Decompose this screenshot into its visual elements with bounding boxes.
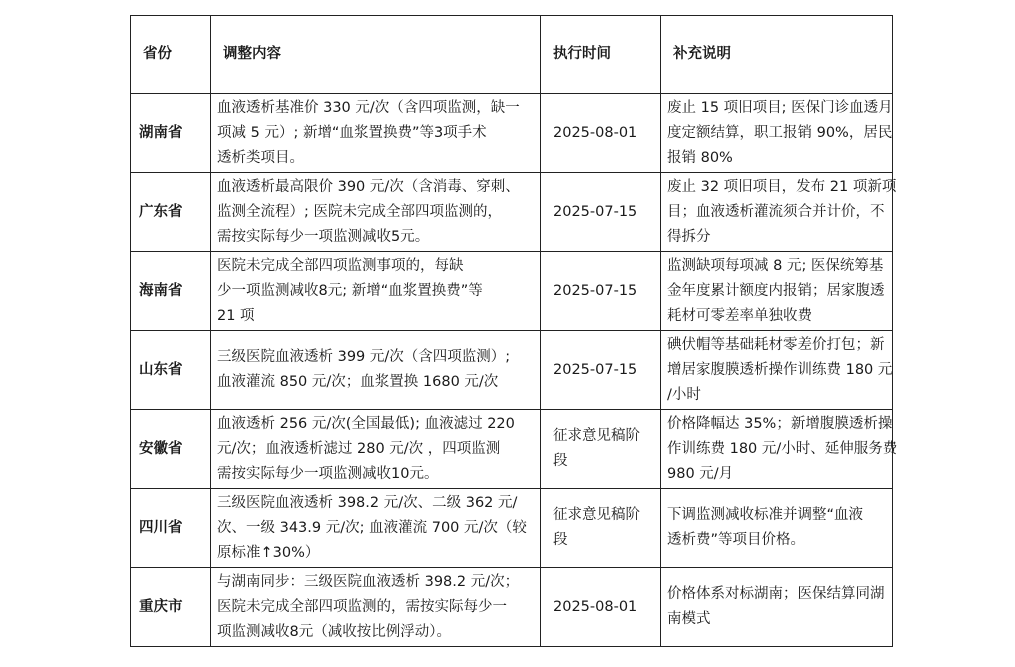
date-cell: 2025-07-15 [541,173,661,252]
notes-cell [661,489,893,568]
notes-cell [661,568,893,647]
header-row [131,16,893,94]
content-cell-line: 血液透析 256 元/次(全国最低); 血液滤过 220 [217,415,515,432]
notes-cell-line: 透析费”等项目价格。 [667,532,806,548]
province-cell: 海南省 [131,252,211,331]
notes-cell [661,173,897,252]
notes-cell-line: /小时 [667,386,701,403]
table-row [131,173,893,252]
content-cell-line: 三级医院血液透析 399 元/次（含四项监测）; [217,349,511,365]
date-cell: 2025-07-15 [541,252,661,331]
notes-cell [661,94,893,173]
notes-cell-line: 监测缺项每项减 8 元; 医保统筹基 [667,257,884,274]
notes-cell-line: 价格降幅达 35%；新增腹膜透析操 [667,415,893,432]
header-content: 调整内容 [211,16,541,94]
content-cell-line: 需按实际每少一项监测减收5元。 [217,228,430,245]
table-row [131,568,893,647]
notes-cell-line: 耗材可零差率单独收费 [667,307,812,324]
notes-cell-line: 目；血液透析灌流须合并计价，不 [667,203,885,220]
date-cell: 2025-08-01 [541,94,661,173]
notes-cell-line: 南模式 [667,611,711,627]
date-cell: 2025-07-15 [541,331,661,410]
content-cell-line: 血液透析基准价 330 元/次（含四项监测，缺一 [217,99,520,116]
table-row [131,331,893,410]
content-cell [211,331,541,410]
content-cell [211,410,541,489]
notes-cell-line: 度定额结算，职工报销 90%，居民 [667,124,893,141]
notes-cell [661,331,893,410]
content-cell-line: 透析类项目。 [217,149,304,166]
notes-cell [661,252,893,331]
notes-cell-line: 增居家腹膜透析操作训练费 180 元 [667,361,893,378]
notes-cell-line: 废止 15 项旧项目; 医保门诊血透月 [667,99,893,116]
content-cell [211,489,541,568]
header-notes: 补充说明 [661,16,893,94]
notes-cell-line: 报销 80% [667,149,733,166]
content-cell-line: 血液透析最高限价 390 元/次（含消毒、穿刺、 [217,178,520,195]
notes-cell-line: 下调监测减收标准并调整“血液 [667,507,864,523]
province-cell: 广东省 [131,173,211,252]
content-cell-line: 与湖南同步：三级医院血液透析 398.2 元/次； [217,573,520,590]
notes-cell-line: 废止 32 项旧项目，发布 21 项新项 [667,178,897,195]
province-cell: 安徽省 [131,410,211,489]
content-cell-line: 原标准↑30%） [217,544,320,561]
content-cell-line: 医院未完成全部四项监测事项的，每缺 [217,257,464,274]
content-cell-line: 元/次；血液透析滤过 280 元/次 ，四项监测 [217,440,501,457]
province-cell: 四川省 [131,489,211,568]
content-cell-line: 三级医院血液透析 398.2 元/次、二级 362 元/ [217,494,518,511]
content-cell [211,94,541,173]
date-cell: 2025-08-01 [541,568,661,647]
content-cell-line: 21 项 [217,307,255,324]
date-cell: 征求意见稿阶段 [541,489,661,568]
header-date: 执行时间 [541,16,661,94]
content-cell-line: 监测全流程）; 医院未完成全部四项监测的， [217,203,502,220]
content-cell-line: 少一项监测减收8元; 新增“血浆置换费”等 [217,282,483,299]
content-cell [211,252,541,331]
table-row [131,94,893,173]
price-adjustment-table [130,15,898,647]
content-cell [211,173,541,252]
header-province: 省份 [131,16,211,94]
notes-cell-line: 碘伏帽等基础耗材零差价打包；新 [667,336,885,353]
content-cell-line: 项监测减收8元（减收按比例浮动）。 [217,623,451,640]
content-cell-line: 需按实际每少一项监测减收10元。 [217,465,439,482]
content-cell [211,568,541,647]
content-cell-line: 次、一级 343.9 元/次; 血液灌流 700 元/次（较 [217,519,527,536]
notes-cell-line: 金年度累计额度内报销；居家腹透 [667,282,885,299]
table-row [131,410,893,489]
notes-cell-line: 得拆分 [667,228,711,245]
province-cell: 湖南省 [131,94,211,173]
content-cell-line: 项减 5 元）; 新增“血浆置换费”等3项手术 [217,124,487,141]
table-row [131,252,893,331]
notes-cell-line: 980 元/月 [667,465,734,482]
table-row [131,489,893,568]
date-cell: 征求意见稿阶段 [541,410,661,489]
province-cell: 山东省 [131,331,211,410]
province-cell: 重庆市 [131,568,211,647]
content-cell-line: 血液灌流 850 元/次；血浆置换 1680 元/次 [217,374,499,390]
notes-cell-line: 价格体系对标湖南；医保结算同湖 [667,586,885,602]
content-cell-line: 医院未完成全部四项监测的，需按实际每少一 [217,598,507,615]
notes-cell-line: 作训练费 180 元/小时、延伸服务费 [667,440,898,457]
notes-cell [661,410,898,489]
